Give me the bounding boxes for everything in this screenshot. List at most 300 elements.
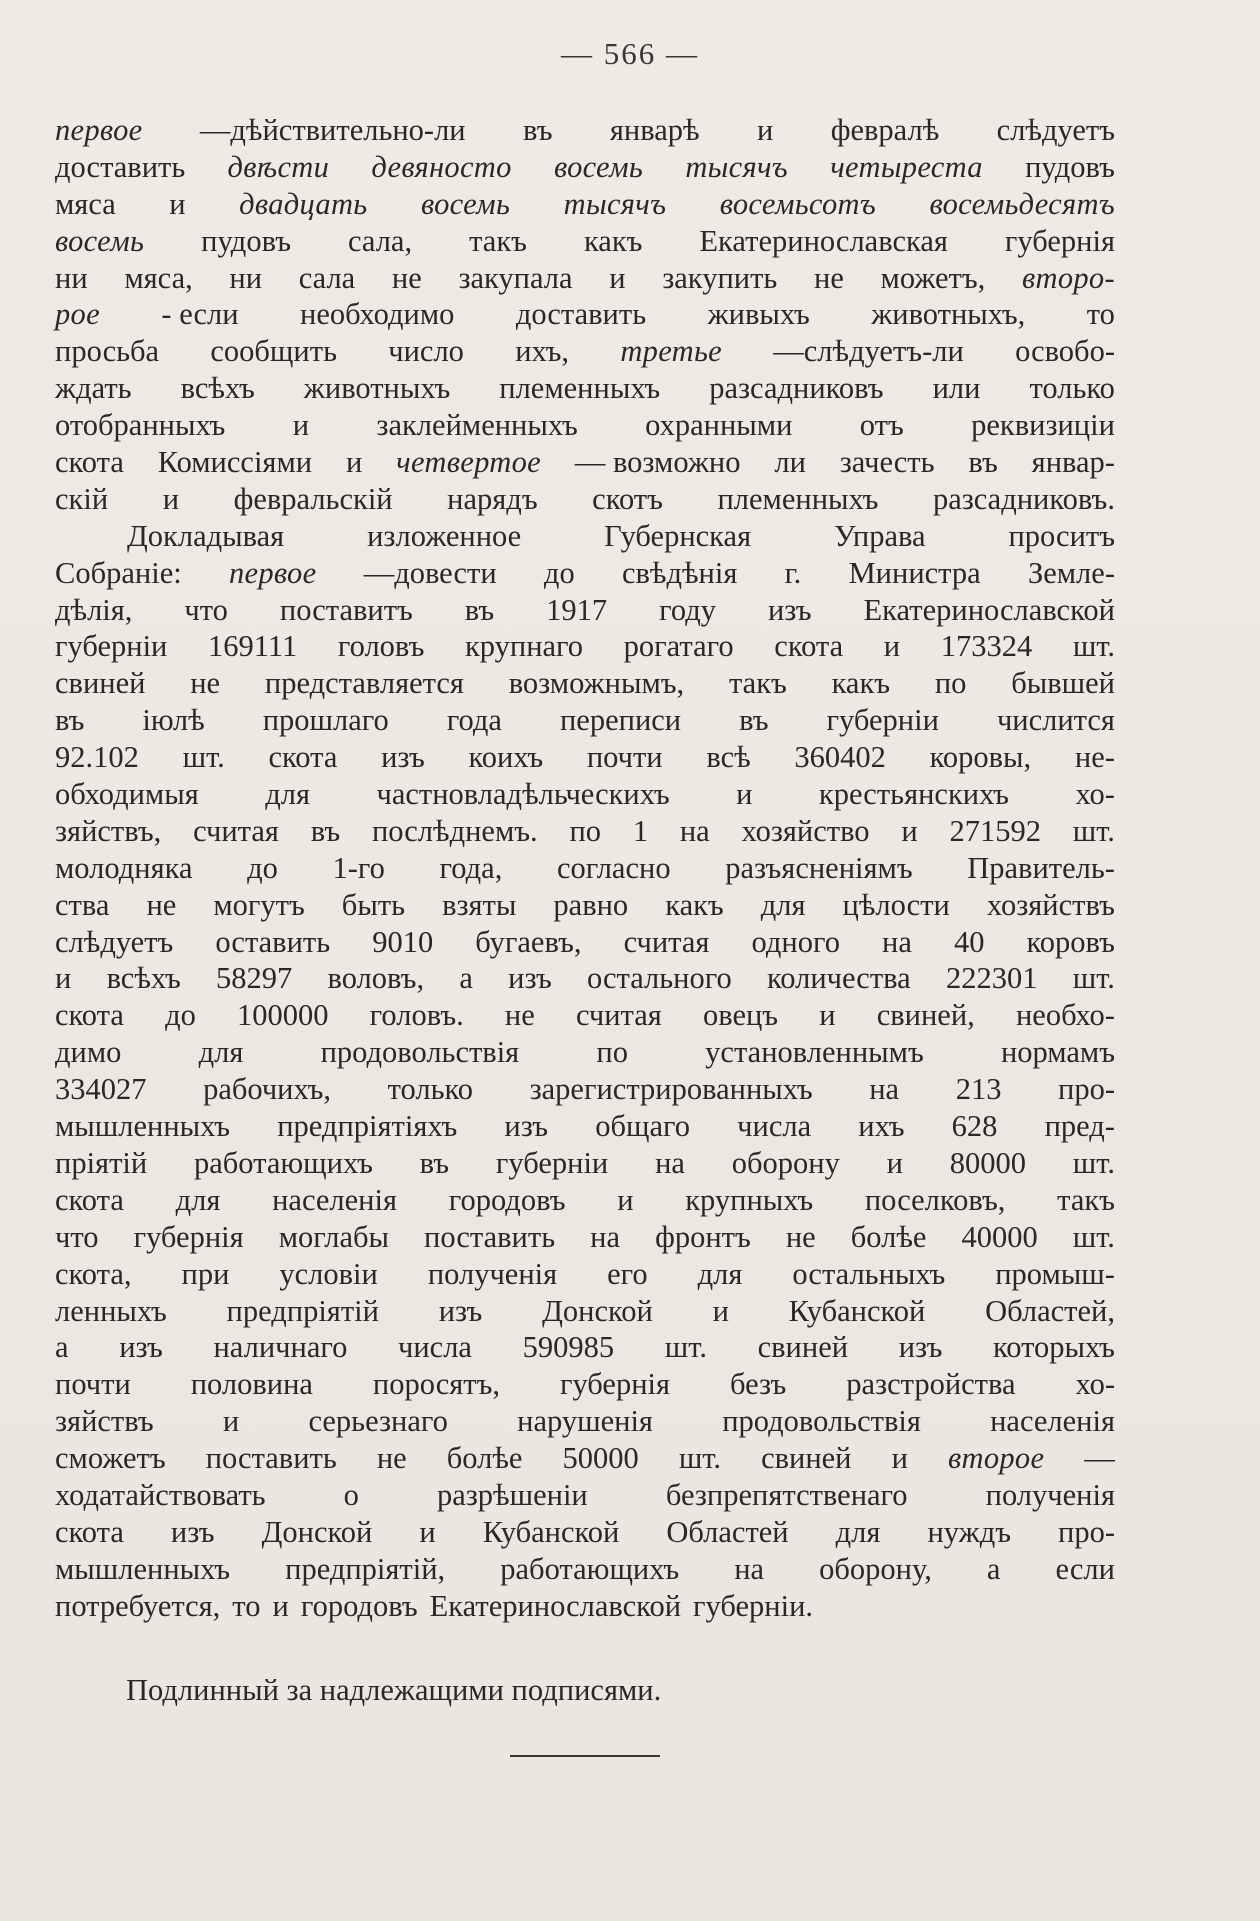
text-line xyxy=(55,1145,1115,1182)
word: Областей, xyxy=(985,1293,1115,1328)
word: безъ xyxy=(729,1367,787,1402)
word: разсадниковъ. xyxy=(932,481,1115,516)
text-line xyxy=(55,702,1115,739)
word: реквизиціи xyxy=(971,408,1115,443)
word: почти xyxy=(586,740,663,775)
word: по xyxy=(569,813,602,848)
text-line xyxy=(55,592,1115,629)
word: только xyxy=(387,1072,474,1107)
word: до xyxy=(247,850,278,885)
word: 360402 xyxy=(794,740,886,775)
word: до xyxy=(165,998,196,1033)
word: частновладѣльческихъ xyxy=(376,777,670,812)
word: предпріятій xyxy=(226,1293,379,1328)
text-line xyxy=(55,1588,1115,1625)
word: - если xyxy=(161,297,239,332)
text-line xyxy=(55,960,1115,997)
word: и xyxy=(272,1588,289,1623)
word: ли xyxy=(774,445,806,480)
word: послѣднемъ. xyxy=(371,813,538,848)
word: свиней, xyxy=(876,998,975,1033)
word: Кубанской xyxy=(788,1293,926,1328)
word: и xyxy=(609,260,626,295)
word: а xyxy=(986,1551,1001,1586)
word: свѣдѣнія xyxy=(621,555,738,590)
word: 1-го xyxy=(332,850,385,885)
word: зяйствъ, xyxy=(55,813,162,848)
word: и xyxy=(891,1441,908,1476)
word: условіи xyxy=(279,1256,378,1291)
word: одного xyxy=(751,924,840,959)
word: разсадниковъ xyxy=(709,371,884,406)
word: живыхъ xyxy=(707,297,810,332)
italic-word: первое xyxy=(55,113,143,147)
word: изъ xyxy=(170,1514,215,1549)
word: проситъ xyxy=(1008,518,1115,553)
word: закупить xyxy=(662,260,778,295)
word: сала xyxy=(298,260,356,295)
text-line xyxy=(55,813,1115,850)
word: скота xyxy=(55,445,124,480)
text-line xyxy=(55,481,1115,518)
word: пудовъ xyxy=(201,223,291,258)
word: поселковъ, xyxy=(864,1182,1006,1217)
word: для xyxy=(697,1256,743,1291)
word: и xyxy=(901,813,918,848)
word: разъясненіямъ xyxy=(725,850,913,885)
word: въ xyxy=(523,113,553,147)
word: шт. xyxy=(1072,961,1115,996)
word: 9010 xyxy=(372,924,434,959)
word: Екатеринославской xyxy=(429,1588,682,1623)
word: году xyxy=(659,592,716,627)
word: не xyxy=(504,998,535,1033)
word: зарегистрированныхъ xyxy=(529,1072,813,1107)
word: какъ xyxy=(831,666,891,701)
word: нарядъ xyxy=(447,481,538,516)
word: разстройства xyxy=(846,1367,1016,1402)
word: ни xyxy=(55,260,88,295)
word: февралѣ xyxy=(830,113,940,147)
word: на xyxy=(882,924,912,959)
word: хозяйство xyxy=(741,813,870,848)
word: не xyxy=(190,666,221,701)
text-line xyxy=(55,370,1115,407)
word: ленныхъ xyxy=(55,1293,167,1328)
word: и xyxy=(419,1514,436,1549)
word: до xyxy=(543,555,575,590)
word: головъ. xyxy=(369,998,464,1033)
word: хо- xyxy=(1075,1367,1115,1402)
word: Докладывая xyxy=(127,518,285,553)
text-line xyxy=(55,1182,1115,1219)
word: слѣдуетъ xyxy=(996,113,1115,147)
word: скота, xyxy=(55,1256,132,1291)
word: промыш- xyxy=(995,1256,1115,1291)
word: пудовъ xyxy=(1025,149,1115,184)
word: іюлѣ xyxy=(142,703,205,738)
word: числа xyxy=(398,1330,472,1365)
word: сможетъ xyxy=(55,1441,166,1476)
word: г. xyxy=(784,555,802,590)
word: 173324 xyxy=(940,629,1033,664)
word: и xyxy=(712,1293,729,1328)
word: рогатаго xyxy=(623,629,734,664)
text-line xyxy=(55,850,1115,887)
text-line xyxy=(55,1477,1115,1514)
word: сообщить xyxy=(210,334,337,369)
word: крупныхъ xyxy=(685,1182,814,1217)
word: количества xyxy=(767,961,911,996)
word: животныхъ xyxy=(303,371,451,406)
italic-word: третье xyxy=(620,334,722,369)
word: —слѣдуетъ-ли xyxy=(773,334,964,369)
word: и xyxy=(292,408,310,443)
word: скота xyxy=(268,740,338,775)
word: — возможно xyxy=(574,445,741,480)
word: на xyxy=(734,1551,765,1586)
word: поросятъ, xyxy=(372,1367,501,1402)
italic-word: двадцать xyxy=(239,186,368,221)
word: Правитель- xyxy=(967,850,1115,885)
word: работающихъ xyxy=(194,1145,373,1180)
word: крестьянскихъ xyxy=(818,777,1009,812)
italic-word: восемь xyxy=(55,223,145,258)
word: Екатеринославская xyxy=(699,223,948,258)
word: такъ xyxy=(469,223,527,258)
word: Областей xyxy=(666,1514,789,1549)
word: при xyxy=(181,1256,230,1291)
word: изъ xyxy=(767,592,812,627)
word: оборону, xyxy=(819,1551,932,1586)
word: про- xyxy=(1058,1514,1115,1549)
italic-word: первое xyxy=(228,555,317,590)
word: изъ xyxy=(508,961,552,996)
word: пред- xyxy=(1044,1109,1115,1144)
word: 1917 xyxy=(546,592,608,627)
word: или xyxy=(932,371,981,406)
word: 628 xyxy=(951,1109,998,1144)
text-line xyxy=(55,112,1115,149)
word: изложенное xyxy=(367,518,522,553)
word: изъ xyxy=(119,1330,163,1365)
word: въ xyxy=(55,703,85,738)
word: считая xyxy=(575,998,662,1033)
word: мышленныхъ xyxy=(55,1109,231,1144)
italic-word: второе xyxy=(947,1441,1045,1476)
word: хозяйствъ xyxy=(986,887,1115,922)
word: отъ xyxy=(859,408,904,443)
word: фронтъ xyxy=(655,1219,751,1254)
text-line xyxy=(55,739,1115,776)
text-line xyxy=(55,296,1115,333)
text-line xyxy=(55,444,1115,481)
word: скотъ xyxy=(592,481,663,516)
word: въ xyxy=(419,1145,450,1180)
word: про- xyxy=(1058,1072,1115,1107)
word: и xyxy=(756,113,774,147)
word: Собраніе: xyxy=(55,555,182,590)
word: моглабы xyxy=(278,1219,389,1254)
word: хо- xyxy=(1075,777,1115,812)
text-line xyxy=(55,407,1115,444)
word: половина xyxy=(190,1367,313,1402)
word: племенныхъ xyxy=(717,481,879,516)
word: считая xyxy=(623,924,710,959)
word: молодняка xyxy=(55,850,193,885)
word: нуждъ xyxy=(927,1514,1011,1549)
word: закупала xyxy=(458,260,573,295)
word: для xyxy=(175,1182,221,1217)
word: разрѣшеніи xyxy=(436,1477,588,1512)
word: овецъ xyxy=(702,998,779,1033)
word: губерніи. xyxy=(693,1588,814,1623)
word: взяты xyxy=(442,887,517,922)
word: болѣе xyxy=(446,1441,523,1476)
word: скій xyxy=(55,481,109,516)
italic-word: рое xyxy=(55,297,100,332)
word: ждать xyxy=(55,371,132,406)
word: потребуется, xyxy=(55,1588,221,1623)
word: почти xyxy=(55,1367,131,1402)
word: въ xyxy=(739,703,769,738)
text-line xyxy=(55,1108,1115,1145)
text-line xyxy=(55,223,1115,260)
word: Екатеринославской xyxy=(863,592,1115,627)
word: на xyxy=(590,1219,621,1254)
word: губерніи xyxy=(826,703,939,738)
text-line xyxy=(55,1403,1115,1440)
word: установленнымъ xyxy=(705,1035,924,1070)
word: свиней xyxy=(55,666,146,701)
word: представляется xyxy=(264,666,464,701)
word: Донской xyxy=(261,1514,373,1549)
text-line xyxy=(55,555,1115,592)
text-line xyxy=(55,1256,1115,1293)
word: мяса, xyxy=(124,260,193,295)
word: 334027 xyxy=(55,1072,147,1107)
word: и xyxy=(819,998,836,1033)
word: болѣе xyxy=(850,1219,927,1254)
word: городовъ xyxy=(448,1182,566,1217)
word: Губернская xyxy=(604,518,752,553)
italic-word: тысячъ xyxy=(563,186,667,221)
word: 213 xyxy=(955,1072,1002,1107)
word: какъ xyxy=(665,887,724,922)
text-line xyxy=(55,333,1115,370)
text-line xyxy=(55,1551,1115,1588)
word: коровы, xyxy=(929,740,1032,775)
italic-word: четыреста xyxy=(830,149,983,184)
word: 40 xyxy=(953,924,985,959)
word: просьба xyxy=(55,334,160,369)
word: 1 xyxy=(632,813,649,848)
word: ства xyxy=(55,887,110,922)
word: пріятій xyxy=(55,1145,148,1180)
word: не xyxy=(785,1219,816,1254)
word: поставитъ xyxy=(279,592,413,627)
word: могутъ xyxy=(213,887,305,922)
italic-word: тысячъ xyxy=(685,149,788,184)
word: на xyxy=(679,813,710,848)
word: населенія xyxy=(272,1182,397,1217)
word: димо xyxy=(55,1035,122,1070)
word: шт. xyxy=(678,1441,721,1476)
word: изъ xyxy=(898,1330,943,1365)
word: быть xyxy=(341,887,406,922)
word: для xyxy=(198,1035,244,1070)
word: сала, xyxy=(348,223,413,258)
word: губерніи xyxy=(495,1145,609,1180)
word: года xyxy=(446,703,502,738)
text-line xyxy=(55,1219,1115,1256)
word: губернія xyxy=(1004,223,1115,258)
word: мышленныхъ xyxy=(55,1551,231,1586)
word: изъ xyxy=(504,1109,549,1144)
word: обходимыя xyxy=(55,777,199,812)
word: полученія xyxy=(427,1256,558,1291)
word: Земле- xyxy=(1027,555,1115,590)
word: продовольствія xyxy=(320,1035,520,1070)
word: скота xyxy=(55,1182,124,1217)
word: 92.102 xyxy=(55,740,139,775)
word: всѣхъ xyxy=(180,371,255,406)
word: изъ xyxy=(438,1293,483,1328)
word: если xyxy=(1055,1551,1115,1586)
word: въ xyxy=(968,445,998,480)
word: не xyxy=(391,260,422,295)
word: только xyxy=(1029,371,1115,406)
text-line xyxy=(55,665,1115,702)
word: нарушенія xyxy=(517,1404,653,1439)
word: необхо- xyxy=(1015,998,1115,1033)
italic-word: двѣсти xyxy=(227,149,330,184)
word: то xyxy=(1086,297,1115,332)
word: слѣдуетъ xyxy=(55,924,174,959)
word: безпрепятственаго xyxy=(665,1477,908,1512)
text-line xyxy=(55,924,1115,961)
word: о xyxy=(343,1477,359,1512)
word: для xyxy=(835,1514,881,1549)
word: въ xyxy=(310,813,341,848)
word: губерніи xyxy=(55,629,168,664)
word: и xyxy=(886,1145,903,1180)
word: заклейменныхъ xyxy=(376,408,578,443)
word: не xyxy=(376,1441,407,1476)
word: года, xyxy=(439,850,503,885)
word: шт. xyxy=(1072,1145,1115,1180)
word: а xyxy=(459,961,473,996)
word: 58297 xyxy=(216,961,293,996)
word: Министра xyxy=(848,555,981,590)
word: прошлаго xyxy=(262,703,389,738)
text-line xyxy=(55,776,1115,813)
word: и xyxy=(345,445,363,480)
word: остального xyxy=(587,961,732,996)
word: которыхъ xyxy=(993,1330,1115,1365)
word: 40000 xyxy=(961,1219,1038,1254)
word: населенія xyxy=(990,1404,1115,1439)
word: на xyxy=(869,1072,900,1107)
word: —довести xyxy=(363,555,497,590)
word: зачесть xyxy=(839,445,935,480)
word: дѣлія, xyxy=(55,592,133,627)
word: всѣ xyxy=(706,740,751,775)
italic-word: восемь xyxy=(553,149,644,184)
word: необходимо xyxy=(300,297,455,332)
word: животныхъ, xyxy=(871,297,1026,332)
word: шт. xyxy=(1072,1219,1115,1254)
word: скота xyxy=(55,1514,124,1549)
word: такъ xyxy=(728,666,787,701)
word: изъ xyxy=(381,740,425,775)
word: охранными xyxy=(645,408,793,443)
text-line xyxy=(55,1514,1115,1551)
word: и xyxy=(617,1182,634,1217)
word: — xyxy=(1084,1441,1115,1476)
word: и xyxy=(736,777,753,812)
word: возможнымъ, xyxy=(508,666,685,701)
word: ни xyxy=(229,260,263,295)
word: поставить xyxy=(205,1441,337,1476)
word: работающихъ xyxy=(500,1551,680,1586)
text-line xyxy=(55,260,1115,297)
word: 590985 xyxy=(522,1330,615,1365)
italic-word: восемьсотъ xyxy=(719,186,876,221)
word: полученія xyxy=(985,1477,1115,1512)
word: ихъ xyxy=(858,1109,905,1144)
closing-rule xyxy=(510,1755,660,1757)
word: племенныхъ xyxy=(499,371,661,406)
word: свиней xyxy=(761,1441,852,1476)
word: серьезнаго xyxy=(308,1404,448,1439)
word: мяса xyxy=(55,186,116,221)
word: поставить xyxy=(424,1219,556,1254)
word: шт. xyxy=(664,1330,707,1365)
word: шт. xyxy=(1072,813,1115,848)
italic-word: девяносто xyxy=(371,149,512,184)
word: такъ xyxy=(1057,1182,1115,1217)
word: и xyxy=(55,961,72,996)
word: скота xyxy=(774,629,844,664)
word: а xyxy=(55,1330,69,1365)
word: воловъ, xyxy=(327,961,425,996)
word: доставить xyxy=(55,149,186,184)
word: шт. xyxy=(182,740,225,775)
word: Кубанской xyxy=(482,1514,620,1549)
word: ихъ, xyxy=(515,334,570,369)
word: шт. xyxy=(1072,629,1115,664)
italic-word: второ- xyxy=(1021,260,1115,295)
word: головъ xyxy=(337,629,425,664)
closing-line: Подлинный за надлежащими подписями. xyxy=(126,1673,662,1707)
word: то xyxy=(232,1588,261,1623)
word: не xyxy=(146,887,177,922)
word: Управа xyxy=(834,518,926,553)
word: и xyxy=(169,186,186,221)
word: зяйствъ xyxy=(55,1404,154,1439)
word: 169111 xyxy=(208,629,298,664)
word: всѣхъ xyxy=(106,961,181,996)
word: наличнаго xyxy=(213,1330,348,1365)
word: губернія xyxy=(559,1367,671,1402)
word: крупнаго xyxy=(464,629,584,664)
word: для xyxy=(760,887,806,922)
word: число xyxy=(388,334,464,369)
italic-word: восемьдесятъ xyxy=(929,186,1115,221)
word: продовольствія xyxy=(722,1404,921,1439)
word: 271592 xyxy=(949,813,1041,848)
